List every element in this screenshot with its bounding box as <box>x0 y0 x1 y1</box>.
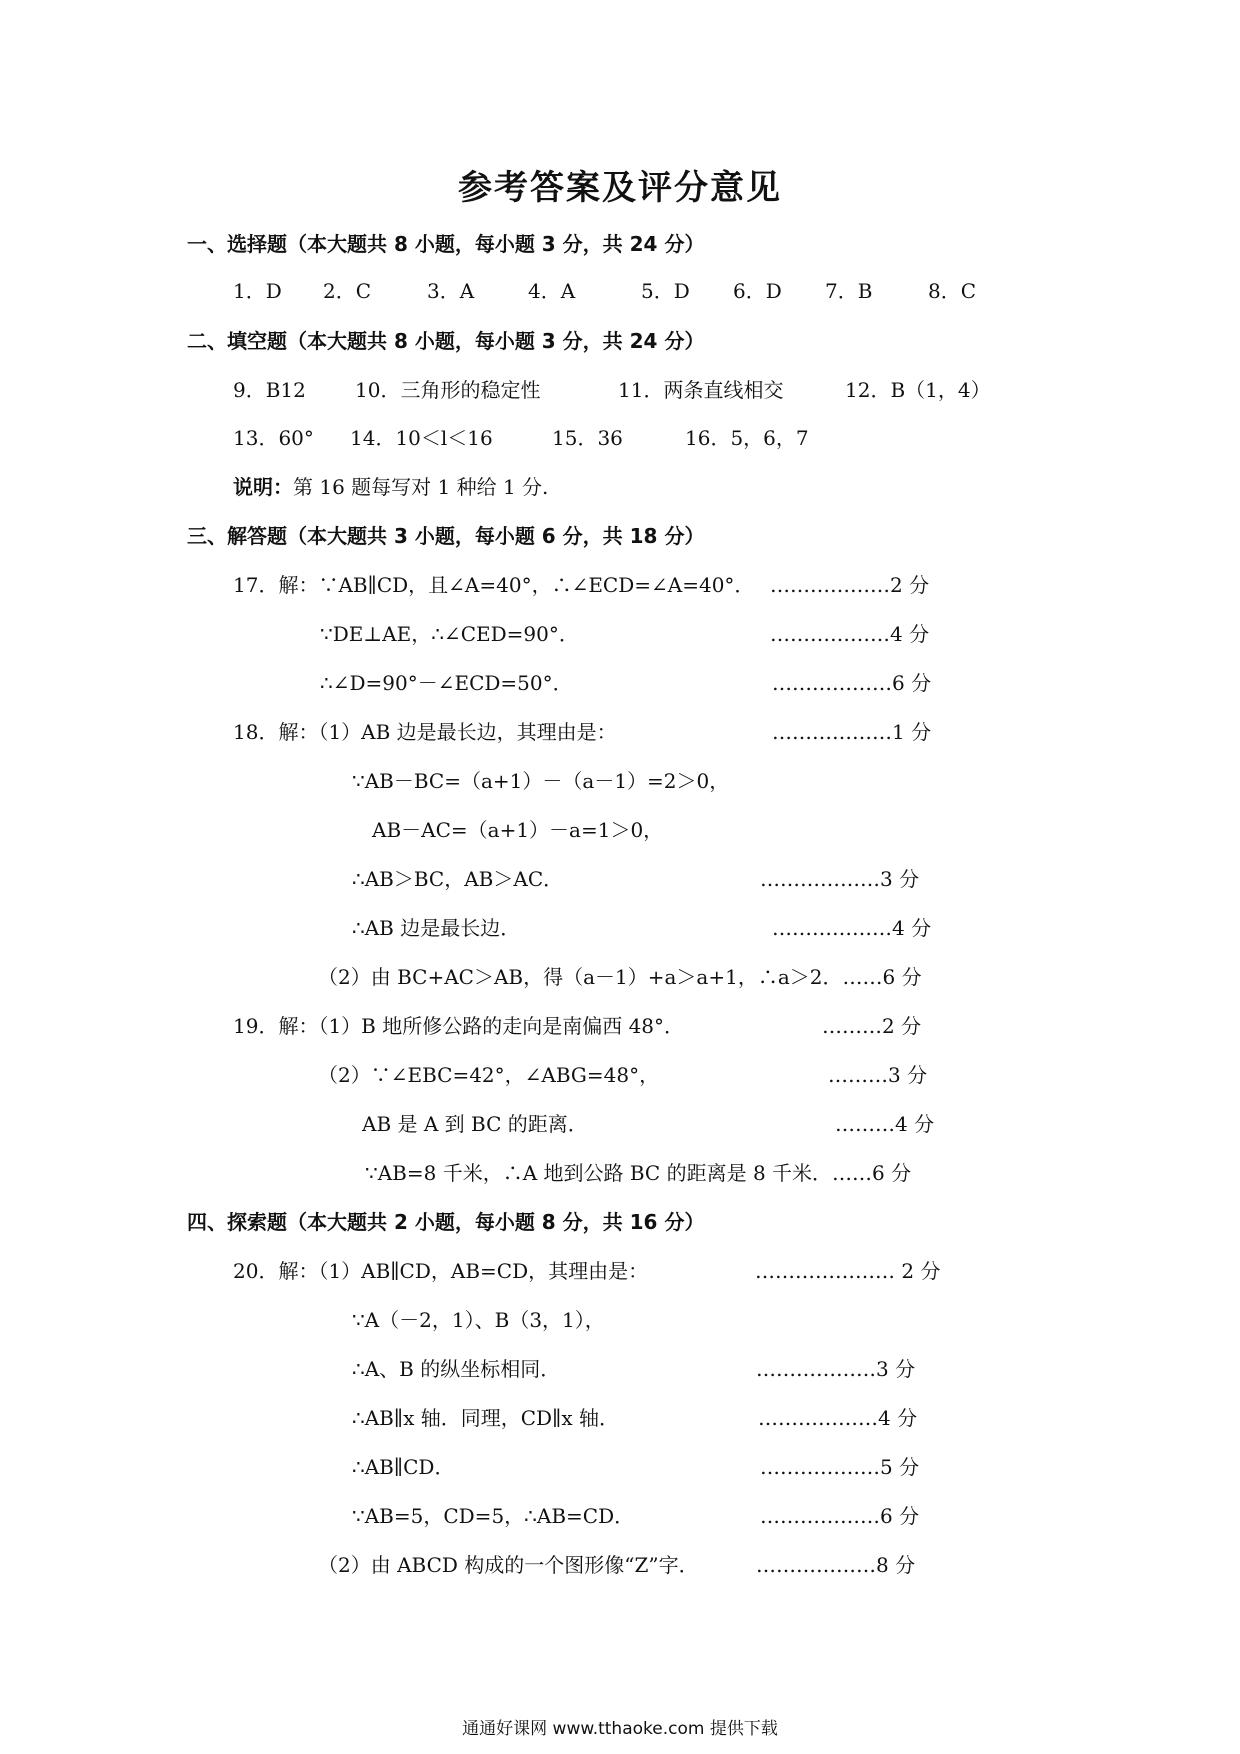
q17-score: ………………4 分 <box>770 622 930 646</box>
q17-score: ………………6 分 <box>772 671 932 695</box>
q20-line: ∴AB∥CD． <box>352 1455 455 1479</box>
q20-score: ………………8 分 <box>756 1553 916 1577</box>
scoring-note-text: 第 16 题每写对 1 种给 1 分. <box>293 475 549 499</box>
q18-line: ∵AB－BC=（a+1）－（a－1）=2＞0， <box>352 769 730 793</box>
q20-line: ∴AB∥x 轴．同理，CD∥x 轴． <box>352 1406 619 1430</box>
q20-line: ∴A、B 的纵坐标相同． <box>352 1357 561 1381</box>
fill-answer: 12．B（1，4） <box>845 378 991 402</box>
choice-answer: 8．C <box>928 279 977 303</box>
q18-score: ………………1 分 <box>772 720 932 744</box>
q20-score: ………………5 分 <box>760 1455 920 1479</box>
choice-answer: 6．D <box>733 279 782 303</box>
q18-line: （2）由 BC+AC＞AB，得（a－1）+a＞a+1，∴a＞2．……6 分 <box>318 965 922 989</box>
q19-line: 19．解：（1）B 地所修公路的走向是南偏西 48°． <box>233 1014 685 1038</box>
q20-line: ∵A（－2，1）、B（3，1）， <box>352 1308 605 1332</box>
q20-score: ………………3 分 <box>756 1357 916 1381</box>
q17-line: 17．解：∵AB∥CD，且∠A=40°，∴∠ECD=∠A=40°． <box>233 573 755 597</box>
q17-score: ………………2 分 <box>770 573 930 597</box>
q19-line: （2）∵∠EBC=42°，∠ABG=48°， <box>318 1063 660 1087</box>
fill-answer: 11．两条直线相交 <box>618 378 784 402</box>
section-heading-solve: 三、解答题（本大题共 3 小题，每小题 6 分，共 18 分） <box>187 524 705 548</box>
q19-score: ………2 分 <box>822 1014 922 1038</box>
choice-answer: 5．D <box>641 279 690 303</box>
choice-answer: 1．D <box>233 279 282 303</box>
q19-score: ………3 分 <box>828 1063 928 1087</box>
q18-line: ∴AB＞BC，AB＞AC． <box>352 867 564 891</box>
q20-line: ∵AB=5，CD=5，∴AB=CD． <box>352 1504 635 1528</box>
choice-answer: 2．C <box>323 279 372 303</box>
q19-line: ∵AB=8 千米，∴A 地到公路 BC 的距离是 8 千米．……6 分 <box>365 1161 912 1185</box>
page-title: 参考答案及评分意见 <box>458 168 782 208</box>
fill-answer: 16．5，6，7 <box>685 426 809 450</box>
scoring-note-label: 说明： <box>233 475 293 499</box>
section-heading-explore: 四、探索题（本大题共 2 小题，每小题 8 分，共 16 分） <box>187 1210 705 1234</box>
q17-line: ∵DE⊥AE，∴∠CED=90°． <box>320 622 579 646</box>
q20-score: ………………… 2 分 <box>755 1259 941 1283</box>
q18-line: ∴AB 边是最长边． <box>352 916 521 940</box>
q18-line: 18．解：（1）AB 边是最长边，其理由是： <box>233 720 617 744</box>
q20-score: ………………6 分 <box>760 1504 920 1528</box>
page-footer: 通通好课网 www.tthaoke.com 提供下载 <box>462 1719 778 1739</box>
q20-score: ………………4 分 <box>758 1406 918 1430</box>
q18-score: ………………4 分 <box>772 916 932 940</box>
q17-line: ∴∠D=90°－∠ECD=50°． <box>320 671 573 695</box>
q20-line: 20．解：（1）AB∥CD，AB=CD，其理由是： <box>233 1259 649 1283</box>
fill-answer: 15．36 <box>552 426 623 450</box>
choice-answer: 7．B <box>825 279 873 303</box>
q18-line: AB－AC=（a+1）－a=1＞0， <box>372 818 664 842</box>
section-heading-fill: 二、填空题（本大题共 8 小题，每小题 3 分，共 24 分） <box>187 329 705 353</box>
q20-line: （2）由 ABCD 构成的一个图形像“Z”字． <box>318 1553 699 1577</box>
fill-answer: 10．三角形的稳定性 <box>355 378 541 402</box>
fill-answer: 14．10＜l＜16 <box>350 426 493 450</box>
fill-answer: 9．B12 <box>233 378 306 402</box>
scoring-note <box>233 471 548 500</box>
q19-line: AB 是 A 到 BC 的距离． <box>362 1112 588 1136</box>
fill-answer: 13．60° <box>233 426 314 450</box>
choice-answer: 3．A <box>427 279 475 303</box>
choice-answer: 4．A <box>528 279 576 303</box>
q19-score: ………4 分 <box>835 1112 935 1136</box>
section-heading-choice: 一、选择题（本大题共 8 小题，每小题 3 分，共 24 分） <box>187 232 705 256</box>
q18-score: ………………3 分 <box>760 867 920 891</box>
